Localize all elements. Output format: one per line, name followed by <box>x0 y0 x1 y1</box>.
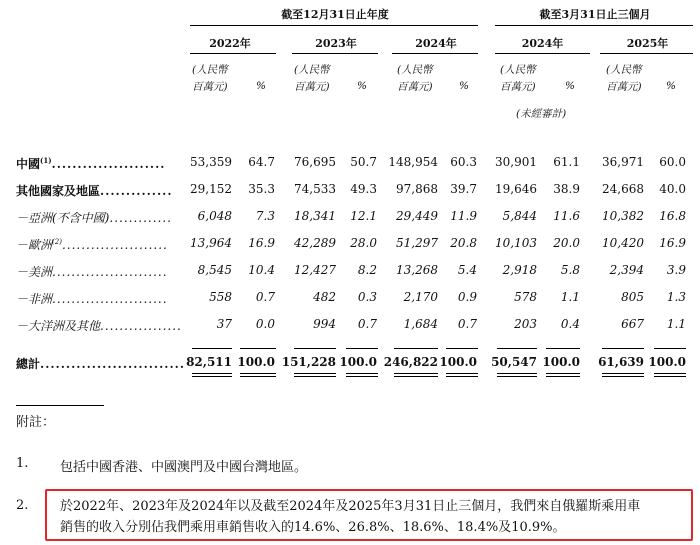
cell-amt-2024: 97,868 <box>396 182 438 196</box>
cell-amt-2025q1: 61,639 <box>598 355 644 369</box>
cell-pct-2024q1: 1.1 <box>560 290 580 304</box>
cell-pct-2024: 5.4 <box>457 263 477 277</box>
cell-amt-2022: 82,511 <box>186 355 232 369</box>
cell-amt-2023: 482 <box>313 290 336 304</box>
cell-pct-2023: 8.2 <box>357 263 377 277</box>
unit-label: (人民幣 百萬元) <box>294 64 330 93</box>
cell-amt-2024: 246,822 <box>383 355 438 369</box>
cell-pct-2023: 50.7 <box>350 155 377 169</box>
period-rule <box>600 53 693 54</box>
row-label: 中國$^{(1)}$...................... <box>16 156 166 171</box>
cell-amt-2023: 18,341 <box>294 209 336 223</box>
notes-separator <box>16 405 104 406</box>
cell-pct-2024: 11.9 <box>450 209 477 223</box>
period-2023: 2023年 <box>315 37 357 50</box>
table-row <box>0 290 700 310</box>
period-2025-q1: 2025年 <box>626 37 669 50</box>
cell-amt-2023: 76,695 <box>294 155 336 169</box>
total-double-rule <box>654 373 686 377</box>
cell-pct-2022: 35.3 <box>248 182 275 196</box>
cell-amt-2022: 8,545 <box>197 263 232 277</box>
cell-amt-2024: 29,449 <box>396 209 438 223</box>
cell-pct-2024: 100.0 <box>439 355 477 369</box>
period-2022: 2022年 <box>209 37 251 50</box>
cell-pct-2023: 12.1 <box>350 209 377 223</box>
cell-amt-2023: 42,289 <box>294 236 336 250</box>
cell-pct-2024q1: 5.8 <box>560 263 580 277</box>
note-2-number: 2. <box>16 498 29 513</box>
table-row <box>0 317 700 337</box>
cell-amt-2024q1: 5,844 <box>502 209 537 223</box>
cell-amt-2025q1: 36,971 <box>602 155 644 169</box>
cell-amt-2023: 151,228 <box>281 355 336 369</box>
total-double-rule <box>192 373 232 377</box>
footnote-ref: (1) <box>40 156 52 165</box>
footnote-ref: (2) <box>52 238 62 246</box>
cell-amt-2022: 558 <box>209 290 232 304</box>
note-2-text-line1: 於2022年、2023年及2024年以及截至2024年及2025年3月31日止三個月，我們來自俄羅斯乘用車 <box>60 499 641 514</box>
cell-pct-2025q1: 40.0 <box>659 182 686 196</box>
cell-pct-2024: 60.3 <box>450 155 477 169</box>
unit-label: (人民幣 百萬元) <box>500 64 536 93</box>
row-label: －大洋洲及其他................. <box>16 319 182 333</box>
note-1-text: 包括中國香港、中國澳門及中國台灣地區。 <box>60 460 308 475</box>
cell-pct-2022: 64.7 <box>248 155 275 169</box>
cell-pct-2022: 10.4 <box>248 263 275 277</box>
cell-amt-2024: 1,684 <box>403 317 438 331</box>
unaudited-label: (未經審計) <box>516 108 567 120</box>
cell-amt-2024q1: 30,901 <box>495 155 537 169</box>
cell-amt-2024: 13,268 <box>396 263 438 277</box>
cell-amt-2025q1: 10,420 <box>602 236 644 250</box>
note-2-text-line2: 銷售的收入分別佔我們乘用車銷售收入的14.6%、26.8%、18.6%、18.4%及10.9%。 <box>60 520 566 535</box>
cell-pct-2025q1: 100.0 <box>648 355 686 369</box>
total-double-rule <box>294 373 336 377</box>
table-row <box>0 263 700 283</box>
total-double-rule <box>546 373 580 377</box>
cell-pct-2023: 49.3 <box>350 182 377 196</box>
cell-amt-2025q1: 10,382 <box>602 209 644 223</box>
total-double-rule <box>497 373 537 377</box>
cell-pct-2025q1: 60.0 <box>659 155 686 169</box>
cell-amt-2024q1: 50,547 <box>491 355 537 369</box>
cell-amt-2024: 51,297 <box>396 236 438 250</box>
cell-pct-2024q1: 38.9 <box>553 182 580 196</box>
total-double-rule <box>394 373 438 377</box>
cell-pct-2023: 0.7 <box>357 317 377 331</box>
subtotal-rule <box>294 348 336 349</box>
cell-pct-2025q1: 1.3 <box>666 290 686 304</box>
cell-pct-2024: 39.7 <box>450 182 477 196</box>
cell-pct-2023: 28.0 <box>350 236 377 250</box>
subtotal-rule <box>346 348 378 349</box>
pct-label: % <box>666 80 676 92</box>
cell-pct-2024q1: 100.0 <box>542 355 580 369</box>
table-row <box>0 355 700 375</box>
group-rule-quarter <box>495 25 693 26</box>
cell-pct-2022: 16.9 <box>248 236 275 250</box>
table-row <box>0 182 700 202</box>
pct-label: % <box>357 80 367 92</box>
total-double-rule <box>240 373 276 377</box>
cell-amt-2024: 2,170 <box>403 290 438 304</box>
cell-pct-2025q1: 1.1 <box>666 317 686 331</box>
subtotal-rule <box>654 348 686 349</box>
subtotal-rule <box>602 348 644 349</box>
cell-amt-2022: 29,152 <box>190 182 232 196</box>
row-label: －亞洲(不含中國)............. <box>16 211 172 225</box>
group-rule-years <box>190 25 478 26</box>
cell-amt-2023: 74,533 <box>294 182 336 196</box>
note-1-number: 1. <box>16 456 29 471</box>
cell-amt-2024q1: 578 <box>514 290 537 304</box>
group-header-years: 截至12月31日止年度 <box>281 8 389 21</box>
total-double-rule <box>446 373 478 377</box>
subtotal-rule <box>546 348 580 349</box>
group-header-quarter: 截至3月31日止三個月 <box>539 8 651 21</box>
cell-amt-2022: 53,359 <box>190 155 232 169</box>
cell-amt-2025q1: 24,668 <box>602 182 644 196</box>
cell-pct-2024q1: 61.1 <box>553 155 580 169</box>
pct-label: % <box>256 80 266 92</box>
cell-pct-2024q1: 20.0 <box>553 236 580 250</box>
notes-heading: 附註： <box>16 415 56 430</box>
cell-amt-2025q1: 805 <box>621 290 644 304</box>
period-rule <box>392 53 478 54</box>
subtotal-rule <box>192 348 232 349</box>
period-rule <box>292 53 378 54</box>
period-rule <box>495 53 590 54</box>
cell-amt-2024: 148,954 <box>388 155 438 169</box>
cell-pct-2023: 100.0 <box>339 355 377 369</box>
cell-amt-2023: 12,427 <box>294 263 336 277</box>
row-label: －非洲........................ <box>16 292 168 306</box>
cell-pct-2025q1: 16.8 <box>659 209 686 223</box>
cell-amt-2022: 37 <box>216 317 232 331</box>
subtotal-rule <box>394 348 438 349</box>
period-2024: 2024年 <box>415 37 457 50</box>
cell-pct-2025q1: 3.9 <box>666 263 686 277</box>
table-row <box>0 236 700 256</box>
cell-pct-2022: 7.3 <box>255 209 275 223</box>
table-row <box>0 209 700 229</box>
cell-pct-2024q1: 0.4 <box>560 317 580 331</box>
cell-pct-2023: 0.3 <box>357 290 377 304</box>
pct-label: % <box>459 80 469 92</box>
cell-amt-2022: 13,964 <box>190 236 232 250</box>
period-2024-q1: 2024年 <box>521 37 564 50</box>
subtotal-rule <box>497 348 537 349</box>
cell-amt-2024q1: 19,646 <box>495 182 537 196</box>
cell-pct-2022: 0.7 <box>255 290 275 304</box>
cell-pct-2024q1: 11.6 <box>553 209 580 223</box>
cell-pct-2024: 0.7 <box>457 317 477 331</box>
cell-pct-2024: 0.9 <box>457 290 477 304</box>
total-double-rule <box>346 373 378 377</box>
cell-pct-2022: 100.0 <box>237 355 275 369</box>
cell-amt-2025q1: 667 <box>621 317 644 331</box>
total-double-rule <box>602 373 644 377</box>
cell-amt-2023: 994 <box>313 317 336 331</box>
row-label: 總計............................ <box>16 357 185 371</box>
unit-label: (人民幣 百萬元) <box>192 64 228 93</box>
row-label: 其他國家及地區.............. <box>16 184 173 198</box>
cell-amt-2025q1: 2,394 <box>609 263 644 277</box>
cell-pct-2025q1: 16.9 <box>659 236 686 250</box>
cell-amt-2024q1: 10,103 <box>495 236 537 250</box>
cell-amt-2022: 6,048 <box>197 209 232 223</box>
cell-pct-2022: 0.0 <box>255 317 275 331</box>
pct-label: % <box>565 80 575 92</box>
row-label: －歐洲$^{(2)}$...................... <box>16 238 168 252</box>
period-rule <box>190 53 276 54</box>
unit-label: (人民幣 百萬元) <box>606 64 642 93</box>
unit-label: (人民幣 百萬元) <box>397 64 433 93</box>
cell-pct-2024: 20.8 <box>450 236 477 250</box>
subtotal-rule <box>446 348 478 349</box>
cell-amt-2024q1: 203 <box>514 317 537 331</box>
table-row <box>0 155 700 175</box>
row-label: －美洲........................ <box>16 265 168 279</box>
cell-amt-2024q1: 2,918 <box>502 263 537 277</box>
subtotal-rule <box>240 348 276 349</box>
